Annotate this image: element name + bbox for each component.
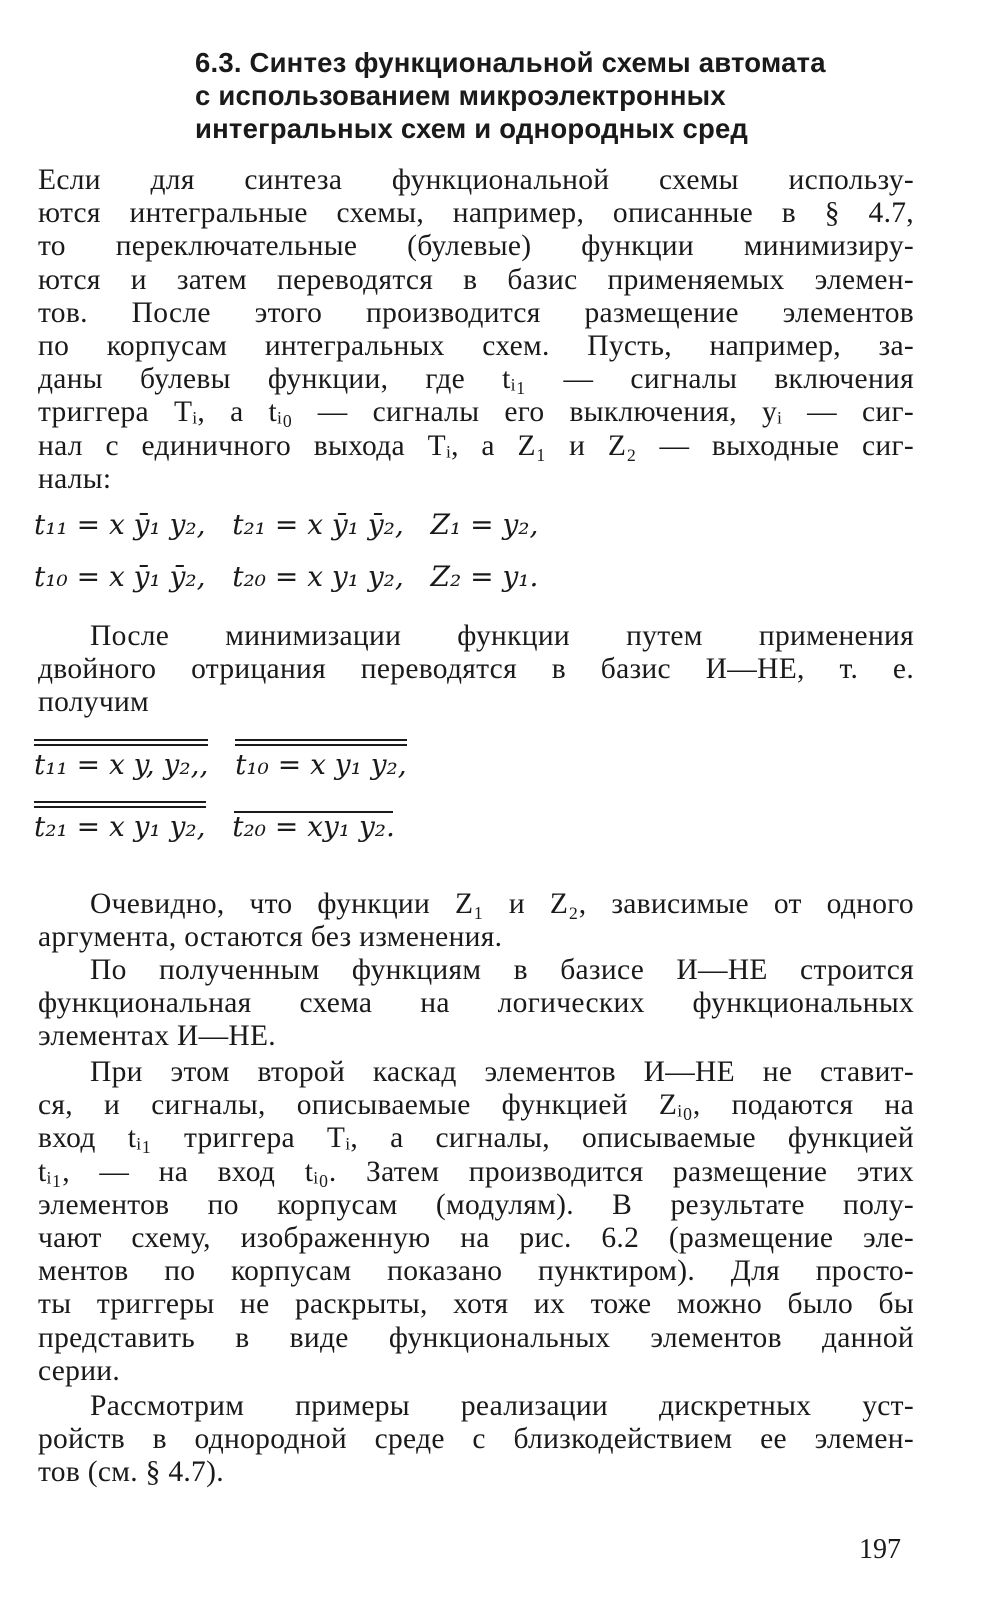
paragraph-intro — [38, 164, 914, 496]
formula-row — [34, 560, 538, 594]
heading-line: 6.3. Синтез функциональной схемы автомата — [195, 47, 826, 78]
formula-t11: t₁₁ = x ȳ₁ y₂, — [34, 508, 206, 541]
text-line: После минимизации функции путем применения — [90, 620, 914, 652]
paragraph-homogeneous — [38, 1390, 914, 1490]
text-line: ройств в однородной среде с близкодействием ее элемен- — [38, 1423, 914, 1456]
paragraph-nand-basis — [38, 954, 914, 1054]
text-line: чают схему, изображенную на рис. 6.2 (размещение эле- — [38, 1222, 914, 1255]
paragraph-second-stage — [38, 1056, 914, 1388]
text-line: По полученным функциям в базисе И—НЕ строится — [90, 954, 914, 986]
text-line: налы: — [38, 462, 112, 495]
formula-z1: Z₁ = y₂, — [430, 508, 539, 541]
text-line: Очевидно, что функции Z₁ и Z₂, зависимые от одного — [90, 888, 914, 920]
text-line: ты триггеры не раскрыты, хотя их тоже можно было бы — [38, 1288, 914, 1321]
text-line: ются интегральные схемы, например, описанные в § 4.7, — [38, 197, 914, 230]
text-line: элементах И—НЕ. — [38, 1020, 276, 1053]
formula-row-nand — [34, 810, 395, 844]
text-line: двойного отрицания переводятся в базис И—НЕ, т. е. — [38, 653, 914, 686]
formula-t20: t₂₀ = x y₁ y₂, — [232, 560, 404, 593]
text-line: серии. — [38, 1354, 121, 1387]
text-line: то переключательные (булевые) функции минимизиру- — [38, 230, 914, 263]
text-line: представить в виде функциональных элементов данной — [38, 1321, 914, 1354]
text-line: тов. После этого производится размещение элементов — [38, 296, 914, 329]
text-line: вход tᵢ₁ триггера Tᵢ, а сигналы, описываемые функцией — [38, 1122, 914, 1155]
text-line: по корпусам интегральных схем. Пусть, например, за- — [38, 330, 914, 363]
paragraph-outputs — [38, 888, 914, 954]
text-line: триггера Tᵢ, а tᵢ₀ — сигналы его выключения, yᵢ — сиг- — [38, 396, 914, 429]
text-line: При этом второй каскад элементов И—НЕ не ставит- — [90, 1056, 914, 1088]
formula-row — [34, 508, 538, 542]
formula-z2: Z₂ = y₁. — [430, 560, 539, 593]
text-line: аргумента, остаются без изменения. — [38, 921, 503, 954]
section-heading — [195, 46, 935, 145]
text-line: Если для синтеза функциональной схемы использу- — [38, 164, 914, 196]
formula-t21: t₂₁ = x ȳ₁ ȳ₂, — [232, 508, 404, 541]
text-line: тов (см. § 4.7). — [38, 1456, 224, 1489]
text-line: нал с единичного выхода Tᵢ, а Z₁ и Z₂ — выходные сиг- — [38, 429, 914, 462]
text-line: даны булевы функции, где tᵢ₁ — сигналы включения — [38, 363, 914, 396]
formula-t21-nand: t₂₁ = x y₁ y₂, — [34, 810, 206, 843]
text-line: ся, и сигналы, описываемые функцией Zᵢ₀, подаются на — [38, 1089, 914, 1122]
text-line: ются и затем переводятся в базис применяемых элемен- — [38, 263, 914, 296]
formula-t20-nand: t₂₀ = xy₁ y₂. — [232, 810, 395, 843]
page-number: 197 — [859, 1534, 901, 1565]
text-line: ментов по корпусам показано пунктиром). Для просто- — [38, 1255, 914, 1288]
text-line: tᵢ₁, — на вход tᵢ₀. Затем производится размещение этих — [38, 1155, 914, 1188]
text-line: элементов по корпусам (модулям). В результате полу- — [38, 1188, 914, 1221]
formula-t10-nand: t₁₀ = x y₁ y₂, — [235, 748, 407, 781]
paragraph-minimization — [38, 620, 914, 720]
heading-line: с использованием микроэлектронных — [195, 80, 726, 111]
text-line: Рассмотрим примеры реализации дискретных уст- — [90, 1390, 914, 1422]
text-line: получим — [38, 686, 150, 719]
formula-t11-nand: t₁₁ = x y, y₂,, — [34, 748, 209, 781]
heading-line: интегральных схем и однородных сред — [195, 113, 749, 144]
formula-t10: t₁₀ = x ȳ₁ ȳ₂, — [34, 560, 206, 593]
formula-row-nand — [34, 748, 407, 782]
text-line: функциональная схема на логических функциональных — [38, 987, 914, 1020]
